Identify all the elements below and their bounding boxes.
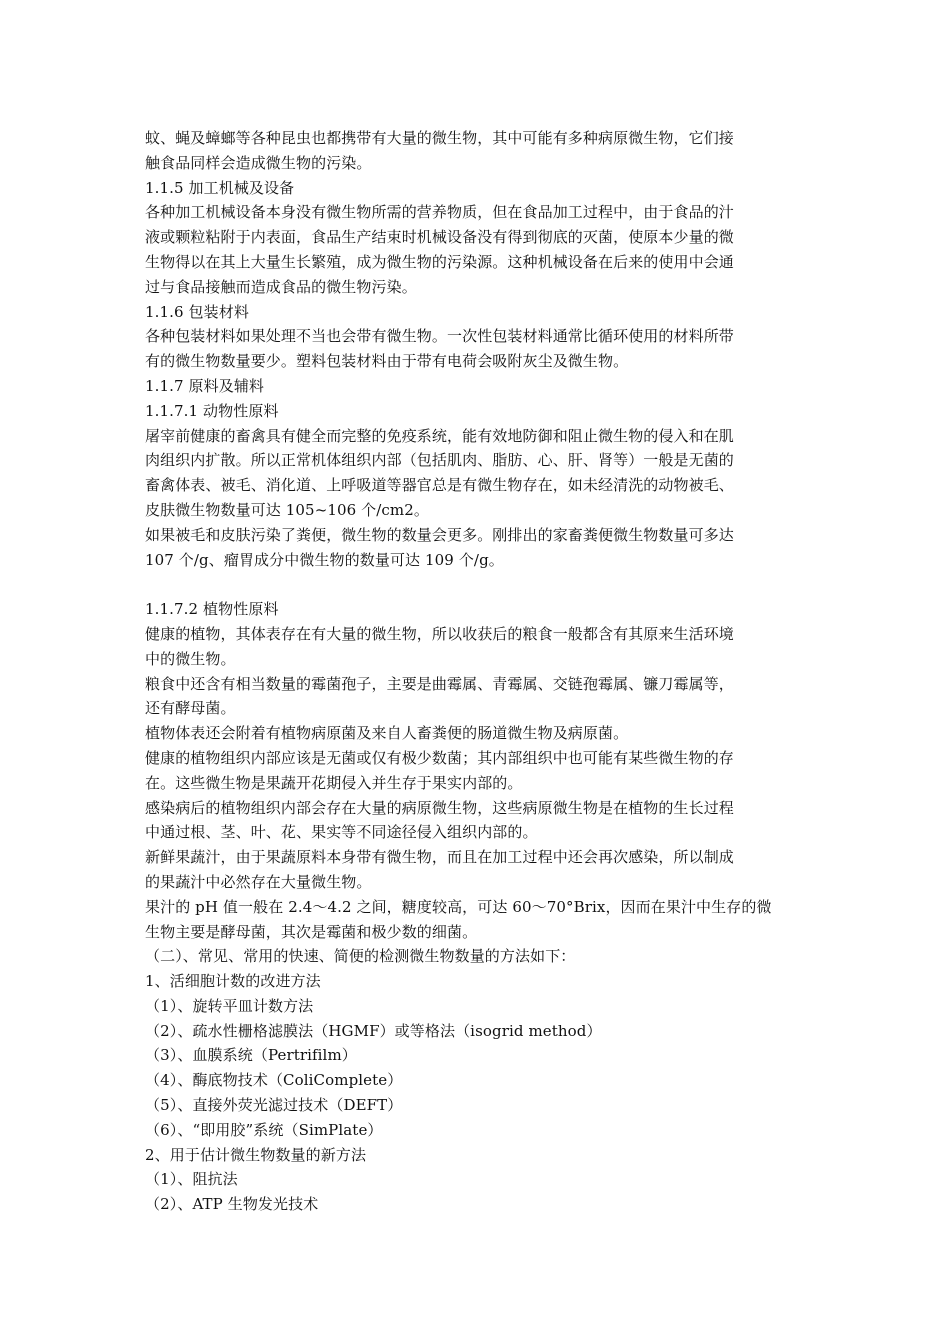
text-line: 健康的植物组织内部应该是无菌或仅有极少数菌；其内部组织中也可能有某些微生物的存 <box>145 748 734 767</box>
section-heading: 1.1.6 包装材料 <box>145 302 249 321</box>
document-page <box>145 126 810 1217</box>
list-item: （1）、旋转平皿计数方法 <box>145 996 314 1015</box>
text-line: 健康的植物，其体表存在有大量的微生物，所以收获后的粮食一般都含有其原来生活环境 <box>145 624 734 643</box>
text-line: 畜禽体表、被毛、消化道、上呼吸道等器官总是有微生物存在，如未经清洗的动物被毛、 <box>145 476 734 495</box>
text-line: 皮肤微生物数量可达 105~106 个/cm2。 <box>145 500 429 519</box>
text-line: 液或颗粒粘附于内表面，食品生产结束时机械设备没有得到彻底的灭菌，使原本少量的微 <box>145 228 734 247</box>
text-line: 触食品同样会造成微生物的污染。 <box>145 153 372 172</box>
list-item: （2）、疏水性栅格滤膜法（HGMF）或等格法（isogrid method） <box>145 1021 602 1040</box>
blank-line <box>145 572 810 597</box>
list-item: （2）、ATP 生物发光技术 <box>145 1195 319 1214</box>
text-line: 果汁的 pH 值一般在 2.4～4.2 之间，糖度较高，可达 60～70°Brix，因而在果汁中生存的微 <box>145 897 772 916</box>
text-line: 感染病后的植物组织内部会存在大量的病原微生物，这些病原微生物是在植物的生长过程 <box>145 798 734 817</box>
text-line: 生物得以在其上大量生长繁殖，成为微生物的污染源。这种机械设备在后来的使用中会通 <box>145 252 734 271</box>
list-item: （5）、直接外荧光滤过技术（DEFT） <box>145 1096 403 1115</box>
text-line: 屠宰前健康的畜禽具有健全而完整的免疫系统，能有效地防御和阻止微生物的侵入和在肌 <box>145 426 734 445</box>
section-heading: 1.1.7.1 动物性原料 <box>145 401 279 420</box>
text-line: 生物主要是酵母菌，其次是霉菌和极少数的细菌。 <box>145 922 478 941</box>
text-line: 的果蔬汁中必然存在大量微生物。 <box>145 872 372 891</box>
list-item: （1）、阻抗法 <box>145 1170 238 1189</box>
list-item: （3）、血膜系统（Pertrifilm） <box>145 1046 357 1065</box>
text-line: 肉组织内扩散。所以正常机体组织内部（包括肌肉、脂肪、心、肝、肾等）一般是无菌的 <box>145 451 734 470</box>
section-heading: （二）、常见、常用的快速、简便的检测微生物数量的方法如下： <box>145 947 576 966</box>
text-line: 过与食品接触而造成食品的微生物污染。 <box>145 277 417 296</box>
text-line: 蚊、蝇及蟑螂等各种昆虫也都携带有大量的微生物，其中可能有多种病原微生物，它们接 <box>145 129 734 147</box>
section-heading: 1.1.5 加工机械及设备 <box>145 178 295 197</box>
text-line: 新鲜果蔬汁，由于果蔬原料本身带有微生物，而且在加工过程中还会再次感染，所以制成 <box>145 848 734 867</box>
text-line: 如果被毛和皮肤污染了粪便，微生物的数量会更多。刚排出的家畜粪便微生物数量可多达 <box>145 525 734 544</box>
text-line: 植物体表还会附着有植物病原菌及来自人畜粪便的肠道微生物及病原菌。 <box>145 724 629 743</box>
text-line: 有的微生物数量要少。塑料包装材料由于带有电荷会吸附灰尘及微生物。 <box>145 352 629 371</box>
text-line: 107 个/g、瘤胃成分中微生物的数量可达 109 个/g。 <box>145 550 504 569</box>
text-line: 中的微生物。 <box>145 649 236 668</box>
text-line: 粮食中还含有相当数量的霉菌孢子，主要是曲霉属、青霉属、交链孢霉属、镰刀霉属等， <box>145 674 734 693</box>
section-heading: 1.1.7.2 植物性原料 <box>145 600 279 619</box>
text-line: 各种包装材料如果处理不当也会带有微生物。一次性包装材料通常比循环使用的材料所带 <box>145 327 734 346</box>
list-heading: 2、用于估计微生物数量的新方法 <box>145 1145 367 1164</box>
text-line: 各种加工机械设备本身没有微生物所需的营养物质，但在食品加工过程中，由于食品的汁 <box>145 203 734 222</box>
list-item: （6）、“即用胶”系统（SimPlate） <box>145 1120 383 1139</box>
text-line: 还有酵母菌。 <box>145 699 236 718</box>
list-heading: 1、活细胞计数的改进方法 <box>145 972 321 991</box>
text-line: 中通过根、茎、叶、花、果实等不同途径侵入组织内部的。 <box>145 823 538 842</box>
section-heading: 1.1.7 原料及辅料 <box>145 376 265 395</box>
text-line: 在。这些微生物是果蔬开花期侵入并生存于果实内部的。 <box>145 773 523 792</box>
list-item: （4）、酶底物技术（ColiComplete） <box>145 1071 403 1090</box>
